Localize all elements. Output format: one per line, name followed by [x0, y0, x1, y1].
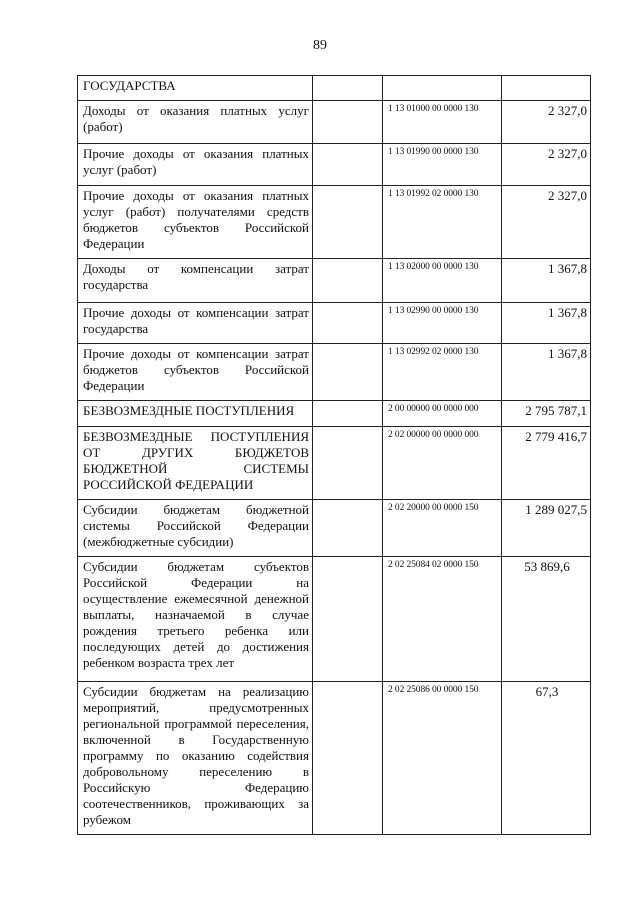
- revenue-name: Прочие доходы от оказания платных услуг (работ) получателями средств бюджетов субъектов Российской Федерации: [78, 186, 313, 259]
- empty-cell: [313, 303, 383, 344]
- page-number: 89: [313, 38, 327, 53]
- budget-classification-code: 2 02 20000 00 0000 150: [383, 500, 502, 557]
- revenue-amount: 1 367,8: [502, 344, 591, 401]
- empty-cell: [313, 76, 383, 101]
- revenue-name: Прочие доходы от компенсации затрат государства: [78, 303, 313, 344]
- empty-cell: [313, 259, 383, 303]
- empty-cell: [313, 101, 383, 144]
- table-row: [78, 557, 591, 682]
- budget-classification-code: 2 02 00000 00 0000 000: [383, 427, 502, 500]
- revenue-amount: 1 289 027,5: [502, 500, 591, 557]
- table-row: [78, 682, 591, 835]
- empty-cell: [313, 557, 383, 682]
- empty-cell: [313, 186, 383, 259]
- revenue-amount: 1 367,8: [502, 259, 591, 303]
- budget-classification-code: 1 13 01992 02 0000 130: [383, 186, 502, 259]
- table-row: [78, 303, 591, 344]
- revenue-name: Доходы от компенсации затрат государства: [78, 259, 313, 303]
- budget-classification-code: 1 13 01990 00 0000 130: [383, 144, 502, 186]
- revenue-name: Прочие доходы от оказания платных услуг (работ): [78, 144, 313, 186]
- revenue-amount: 2 327,0: [502, 144, 591, 186]
- budget-classification-code: 1 13 02000 00 0000 130: [383, 259, 502, 303]
- revenue-name: БЕЗВОЗМЕЗДНЫЕ ПОСТУПЛЕНИЯ: [78, 401, 313, 427]
- revenue-amount: 67,3: [502, 682, 591, 835]
- empty-cell: [313, 682, 383, 835]
- revenue-name: Субсидии бюджетам субъектов Российской Федерации на осуществление ежемесячной денежной выплаты, назначаемой в случае рождения третьего ребенка или последующих детей до достижения ребенком возраста трех лет: [78, 557, 313, 682]
- revenue-name: Субсидии бюджетам на реализацию мероприятий, предусмотренных региональной программой переселения, включенной в Государственную программу по оказанию содействия добровольному переселению в Российскую Федерацию соотечественников, проживающих за рубежом: [78, 682, 313, 835]
- revenue-name: ГОСУДАРСТВА: [78, 76, 313, 101]
- revenue-amount: 2 795 787,1: [502, 401, 591, 427]
- table-row: [78, 101, 591, 144]
- table-row: [78, 259, 591, 303]
- empty-cell: [313, 144, 383, 186]
- budget-revenue-table: [77, 75, 591, 835]
- revenue-amount: 1 367,8: [502, 303, 591, 344]
- table-row: [78, 344, 591, 401]
- empty-cell: [313, 401, 383, 427]
- revenue-name: Прочие доходы от компенсации затрат бюджетов субъектов Российской Федерации: [78, 344, 313, 401]
- table-row: [78, 144, 591, 186]
- table-row: [78, 500, 591, 557]
- table-row: [78, 401, 591, 427]
- empty-cell: [313, 427, 383, 500]
- budget-classification-code: 2 02 25086 00 0000 150: [383, 682, 502, 835]
- budget-classification-code: [383, 76, 502, 101]
- budget-classification-code: 1 13 02990 00 0000 130: [383, 303, 502, 344]
- revenue-name: Доходы от оказания платных услуг (работ): [78, 101, 313, 144]
- budget-classification-code: 2 02 25084 02 0000 150: [383, 557, 502, 682]
- budget-classification-code: 1 13 02992 02 0000 130: [383, 344, 502, 401]
- budget-classification-code: 2 00 00000 00 0000 000: [383, 401, 502, 427]
- revenue-amount: 2 327,0: [502, 186, 591, 259]
- empty-cell: [313, 344, 383, 401]
- revenue-name: Субсидии бюджетам бюджетной системы Российской Федерации (межбюджетные субсидии): [78, 500, 313, 557]
- revenue-amount: 2 327,0: [502, 101, 591, 144]
- table-row: [78, 427, 591, 500]
- table-row: [78, 76, 591, 101]
- revenue-name: БЕЗВОЗМЕЗДНЫЕ ПОСТУПЛЕНИЯ ОТ ДРУГИХ БЮДЖЕТОВ БЮДЖЕТНОЙ СИСТЕМЫ РОССИЙСКОЙ ФЕДЕРАЦИИ: [78, 427, 313, 500]
- empty-cell: [313, 500, 383, 557]
- revenue-amount: 2 779 416,7: [502, 427, 591, 500]
- revenue-amount: 53 869,6: [502, 557, 591, 682]
- budget-classification-code: 1 13 01000 00 0000 130: [383, 101, 502, 144]
- table-row: [78, 186, 591, 259]
- revenue-amount: [502, 76, 591, 101]
